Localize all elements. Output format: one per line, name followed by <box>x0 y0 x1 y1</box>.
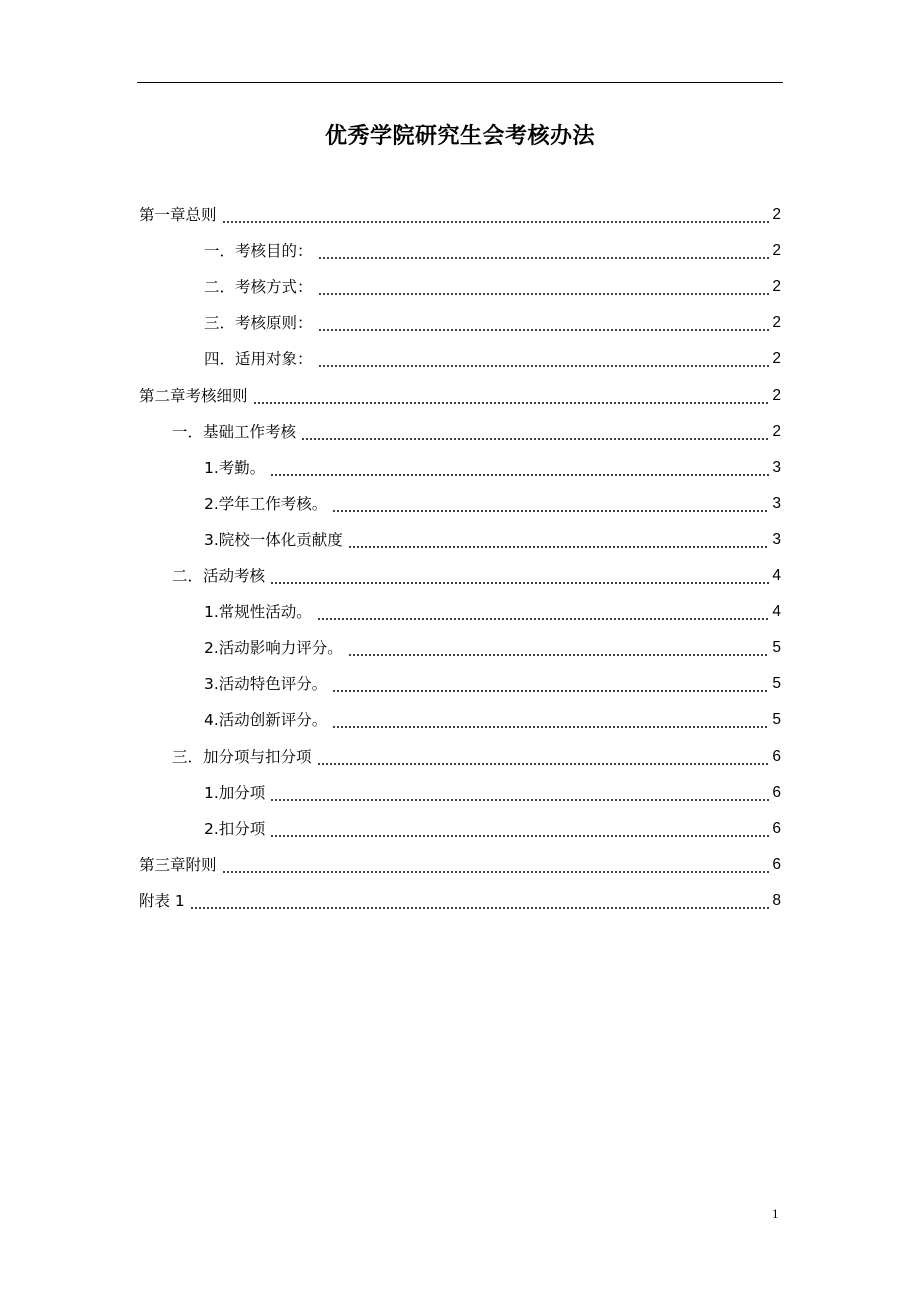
toc-entry-label: 4.活动创新评分。 <box>204 711 328 729</box>
toc-dot-leader <box>318 233 769 269</box>
toc-entry-label: 2.扣分项 <box>204 820 266 838</box>
toc-entry[interactable] <box>204 269 781 305</box>
toc-dot-leader <box>222 847 769 883</box>
toc-entry[interactable] <box>204 775 781 811</box>
toc-entry-page-number: 5 <box>772 675 781 692</box>
toc-dot-leader <box>348 522 769 558</box>
toc-entry[interactable] <box>139 197 781 233</box>
toc-entry-page-number: 5 <box>772 639 781 656</box>
toc-entry[interactable] <box>204 341 781 377</box>
toc-dot-leader <box>332 666 769 702</box>
toc-entry[interactable] <box>139 378 781 414</box>
toc-entry-label: 2.活动影响力评分。 <box>204 639 343 657</box>
toc-dot-leader <box>270 450 769 486</box>
toc-dot-leader <box>301 414 769 450</box>
toc-entry[interactable] <box>204 811 781 847</box>
toc-entry[interactable] <box>204 233 781 269</box>
toc-dot-leader <box>190 883 769 919</box>
toc-entry-label: 四．适用对象： <box>204 350 313 368</box>
toc-entry-label: 1.考勤。 <box>204 459 266 477</box>
toc-entry[interactable] <box>204 522 781 558</box>
toc-entry-page-number: 4 <box>772 567 781 584</box>
toc-entry-page-number: 6 <box>772 856 781 873</box>
toc-entry-page-number: 5 <box>772 711 781 728</box>
toc-entry-page-number: 6 <box>772 748 781 765</box>
toc-entry[interactable] <box>204 630 781 666</box>
toc-entry[interactable] <box>204 305 781 341</box>
toc-entry-page-number: 2 <box>772 423 781 440</box>
toc-dot-leader <box>317 594 769 630</box>
toc-entry[interactable] <box>172 739 781 775</box>
toc-entry-label: 1.常规性活动。 <box>204 603 312 621</box>
toc-entry[interactable] <box>204 666 781 702</box>
toc-entry-page-number: 6 <box>772 820 781 837</box>
toc-entry-label: 1.加分项 <box>204 784 266 802</box>
toc-entry-page-number: 2 <box>772 206 781 223</box>
toc-entry-label: 二．活动考核 <box>172 567 266 585</box>
toc-dot-leader <box>270 775 769 811</box>
toc-entry-label: 一．考核目的： <box>204 242 313 260</box>
toc-entry-label: 3.活动特色评分。 <box>204 675 328 693</box>
toc-entry-page-number: 2 <box>772 278 781 295</box>
toc-entry-page-number: 2 <box>772 314 781 331</box>
toc-dot-leader <box>318 341 769 377</box>
toc-entry-page-number: 3 <box>772 459 781 476</box>
toc-dot-leader <box>270 811 769 847</box>
toc-entry[interactable] <box>204 486 781 522</box>
toc-entry[interactable] <box>204 702 781 738</box>
toc-entry[interactable] <box>139 883 781 919</box>
toc-entry[interactable] <box>204 594 781 630</box>
toc-entry-page-number: 2 <box>772 387 781 404</box>
document-title: 优秀学院研究生会考核办法 <box>324 123 595 149</box>
toc-dot-leader <box>270 558 769 594</box>
toc-entry-label: 第一章总则 <box>139 206 217 224</box>
toc-entry-page-number: 4 <box>772 603 781 620</box>
toc-entry[interactable] <box>172 414 781 450</box>
toc-entry-page-number: 2 <box>772 350 781 367</box>
toc-entry-label: 第三章附则 <box>139 856 217 874</box>
toc-dot-leader <box>317 739 769 775</box>
page-number: 1 <box>772 1206 779 1221</box>
toc-entry-page-number: 6 <box>772 784 781 801</box>
toc-dot-leader <box>348 630 769 666</box>
toc-entry-label: 2.学年工作考核。 <box>204 495 328 513</box>
toc-entry-label: 一．基础工作考核 <box>172 423 297 441</box>
toc-dot-leader <box>332 702 769 738</box>
toc-dot-leader <box>222 197 769 233</box>
toc-entry-page-number: 3 <box>772 495 781 512</box>
toc-entry-page-number: 2 <box>772 242 781 259</box>
toc-entry-label: 三．考核原则： <box>204 314 313 332</box>
toc-entry[interactable] <box>204 450 781 486</box>
toc-entry-label: 附表 1 <box>139 892 185 910</box>
toc-entry-page-number: 3 <box>772 531 781 548</box>
header-rule <box>137 82 783 83</box>
toc-dot-leader <box>253 378 769 414</box>
toc-entry-label: 3.院校一体化贡献度 <box>204 531 343 549</box>
toc-entry-label: 第二章考核细则 <box>139 387 248 405</box>
toc-entry[interactable] <box>139 847 781 883</box>
toc-entry-label: 二．考核方式： <box>204 278 313 296</box>
toc-entry-label: 三．加分项与扣分项 <box>172 748 312 766</box>
toc-dot-leader <box>332 486 769 522</box>
toc-dot-leader <box>318 305 769 341</box>
toc-dot-leader <box>318 269 769 305</box>
toc-entry-page-number: 8 <box>772 892 781 909</box>
toc-entry[interactable] <box>172 558 781 594</box>
